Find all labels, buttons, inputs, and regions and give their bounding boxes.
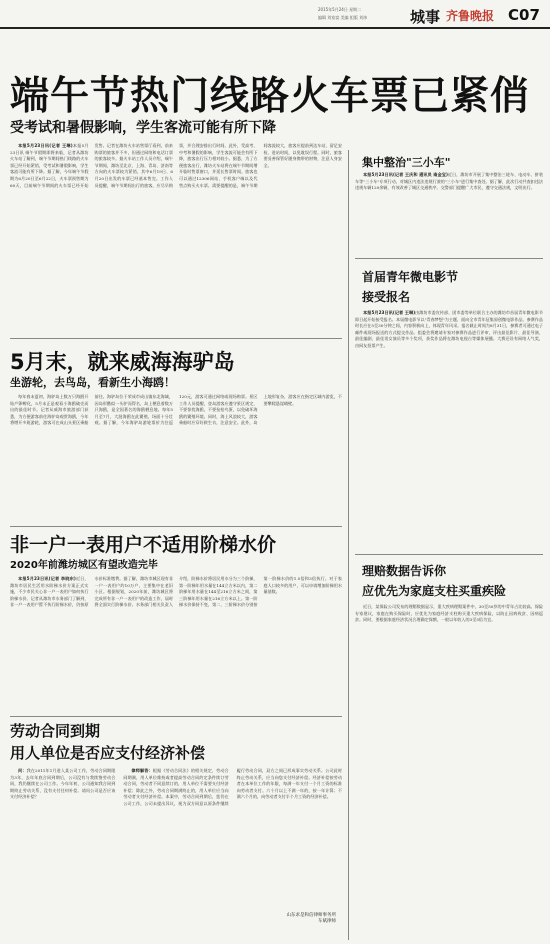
story3-headline: 非一户一表用户不适用阶梯水价 [10, 534, 277, 556]
right-story-a-byline: 本报5月23日讯(记者 王庆和 通讯员 南金宝) [363, 172, 448, 177]
right-story-b-text: 由潍坊市委宣传部、团市委等单位联合主办的潍坊市首届青年微电影节即日起开始接受报名。本届微电影节以"青春梦想"为主题，面向全市青年征集原创微电影作品。参赛作品时长应在5至30分钟之间，内容积极向上，体现青年风采。报名截止时间为8月31日，参赛者可通过电子邮件或现场报送的方式提交作品。组委会将邀请专家对参赛作品进行评审，评出最佳影片、最佳导演、最佳编剧、最佳男女演员等多个奖项，获奖作品将在潍坊电视台等媒体展播。大赛还设有网络人气奖，由网友投票产生。 [355, 310, 543, 348]
page-number: C07 [508, 6, 540, 24]
right-story-a-text: 近日，潍坊市开展了集中整治三轮车、电动车、拼装车等"三小车"专项行动，对城区内违法违规行驶的"三小车"进行集中查处。据了解，此次行动共查扣违法违规车辆120余辆，有效改善了城区交通秩序。交警部门提醒广大市民，遵守交通法规，文明出行。 [355, 172, 543, 191]
lead-subhead: 受考试和暑假影响，学生客流可能有所下降 [10, 120, 276, 136]
separator-right-1 [355, 258, 543, 259]
right-story-b-byline: 本报5月23日讯(记者 王琳) [363, 310, 416, 315]
story4-answer-text: 根据《劳动合同法》的相关规定，劳动合同期满，用人单位维持或者提高劳动合同约定条件续订劳动合同，劳动者不同意续订的，用人单位不需要支付经济补偿；除此之外，劳动合同期满终止的，用人单位应当向劳动者支付经济补偿。本案中，劳动合同到期后，您仍在公司工作，公司未提出异议，视为双方同意以原条件继续履行劳动合同，双方之间已形成事实劳动关系。公司此时终止劳动关系，应当向您支付经济补偿。经济补偿按劳动者在本单位工作的年限，每满一年支付一个月工资的标准向劳动者支付。六个月以上不满一年的，按一年计算；不满六个月的，向劳动者支付半个月工资的经济补偿。 [123, 768, 342, 806]
lead-byline: 本报5月23日讯(记者 王琳) [18, 143, 73, 148]
right-story-a-headline: 集中整治"三小车" [362, 156, 451, 169]
masthead-date: 2015年5月24日 星期二 [318, 7, 362, 12]
story4-signature-firm: 山东求是和信律师事务所 [286, 913, 336, 918]
story4-question-text: 我在2011年1月进入某公司工作，劳动合同期限为3年，去年年底合同到期后，公司没有与我续签劳动合同，我仍继续在公司工作。今年年初，公司通知我合同到期终止劳动关系，没有支付任何补偿。请问公司是否应该支付经济补偿？ [10, 768, 116, 800]
separator-1 [10, 338, 342, 339]
story4-signature-lawyer: 车斌律师 [318, 919, 336, 924]
right-story-a-body [355, 172, 543, 244]
separator-3 [10, 716, 342, 717]
right-story-c-body [355, 604, 543, 714]
lead-headline: 端午节热门线路火车票已紧俏 [10, 74, 531, 119]
story4-headline-line1: 劳动合同到期 [10, 722, 101, 740]
story4-signature [226, 912, 336, 924]
story4-body [10, 768, 342, 932]
story3-subhead: 2020年前潍坊城区有望改造完毕 [10, 560, 158, 571]
story2-text: 每年春末夏初，海驴岛上数万只海鸥开始产卵孵化，5月末正是观看小海鸥破壳而出的最佳时节。记者从威海市旅游部门获悉，为方便游客前往海驴岛观赏海鸥，今年将增开多班游轮，游客可在成山头景区乘船前往。海驴岛位于荣成市成山镇东北海域，因岛形酷似一头驴而得名，岛上栖息着数万只海鸥，是全国著名的海鸥栖息地。每年5月至7月，大批海鸥在此繁殖，场面十分壮观。据了解，今年海驴岛游轮票价为往返120元，游客可通过网络或现场购票。景区工作人员提醒，登岛游客应遵守景区规定，不要惊扰海鸥，不要捡拾鸟蛋，以免破坏海鸥的繁殖环境。同时，海上风浪较大，游客乘船时应穿好救生衣，注意安全。此外，岛上地形复杂，游客应在指定区域内游览，不要攀爬悬崖峭壁。 [10, 394, 342, 426]
story3-body [10, 576, 342, 712]
right-story-c-headline-line1: 理赔数据告诉你 [362, 564, 447, 578]
section-name: 城事 [410, 8, 441, 26]
separator-right-2 [355, 554, 543, 555]
story4-headline-line2: 用人单位是否应支付经济补偿 [10, 744, 206, 762]
right-column-divider [348, 150, 349, 940]
story3-byline: 本报5月23日讯(记者 李晓东) [18, 576, 76, 581]
separator-2 [10, 526, 342, 527]
paper-logo: 齐鲁晚报 [446, 9, 495, 23]
story2-subhead: 坐游轮，去鸟岛，看新生小海鸥！ [10, 376, 175, 389]
masthead-editors: 编辑 刘家富 美编 组版 刘炜 [318, 15, 368, 20]
story4-answer-label: 律师解答： [131, 768, 153, 773]
right-story-b-headline-line2: 接受报名 [362, 290, 411, 304]
masthead-rule [0, 27, 550, 29]
lead-text: 本报5月23日讯 端午节假期即将来临，记者从潍坊火车站了解到，端午节期间热门线路的火车票已经开始紧俏，受考试和暑假影响，学生客流可能有所下降。据了解，今年端午节假期为6月20日至6月22日，火车票预售期为60天，目前端午节期间的火车票已经开始发售。记者在潍坊火车站售票厅看到，前来购票的旅客并不多，但通过网络和电话订票的旅客较多。据火车站工作人员介绍，端午节期间，潍坊至北京、上海、青岛、济南等方向的火车票较为紧俏，其中6月19日、6月20日出发的车票已经基本售完。工作人员提醒，端午节期间出行的旅客，应尽早购票，并合理安排出行时间。此外，受高考、中考和暑假的影响，学生客流可能会有所下降，旅客出行压力相对较小。据悉，为了方便旅客出行，潍坊火车站将在端午节期间增开临时售票窗口，并延长售票时间。旅客也可以通过12306网站、手机客户端以及代售点购买火车票。需要提醒的是，端午节期间客流较大，旅客应提前到达车站，留足安检、进站时间，以免耽误行程。同时，旅客要妥善保管好随身携带的财物，注意人身安全。 [10, 143, 342, 188]
right-story-c-headline-line2: 应优先为家庭支柱买重疾险 [362, 584, 507, 598]
story2-headline: 5月末，就来威海海驴岛 [10, 350, 235, 374]
story4-question-label: 问： [18, 768, 27, 773]
right-story-b-body [355, 310, 543, 550]
lead-body [10, 143, 342, 329]
story3-text: 近日，潍坊市居民生活用水阶梯水价方案正式实施，不少市民关心非一户一表用户如何执行阶梯水价。记者从潍坊市水务部门了解到，非一户一表用户暂不执行阶梯水价，仍按原水价标准缴费。据了解，潍坊市城区现有非一户一表用户约10万户，主要集中在老旧小区。根据规划，2020年前，潍坊城区将完成所有非一户一表用户的改造工作，届时将全面实行阶梯水价。水务部门相关负责人介绍，阶梯水价将居民用水分为三个阶梯，第一阶梯年用水量在144立方米以内，第二阶梯年用水量在144至216立方米之间，第三阶梯年用水量在216立方米以上。第一阶梯水价保持不变，第二、三阶梯水价分别按第一阶梯水价的1.5倍和3倍执行。对于家庭人口较多的用户，可以申请增加阶梯用水量基数。 [10, 576, 342, 608]
right-story-c-text: 近日，某保险公司发布的理赔数据显示，重大疾病理赔案件中，30至50岁的中青年占比较高。保险专家建议，家庭在购买保险时，应优先为家庭经济支柱购买重大疾病保险，以防止因病致贫、因病返贫。同时，要根据家庭经济状况合理确定保额，一般以年收入的3至5倍为宜。 [355, 604, 543, 623]
right-story-b-headline-line1: 首届青年微电影节 [362, 270, 459, 284]
story2-body [10, 394, 342, 522]
